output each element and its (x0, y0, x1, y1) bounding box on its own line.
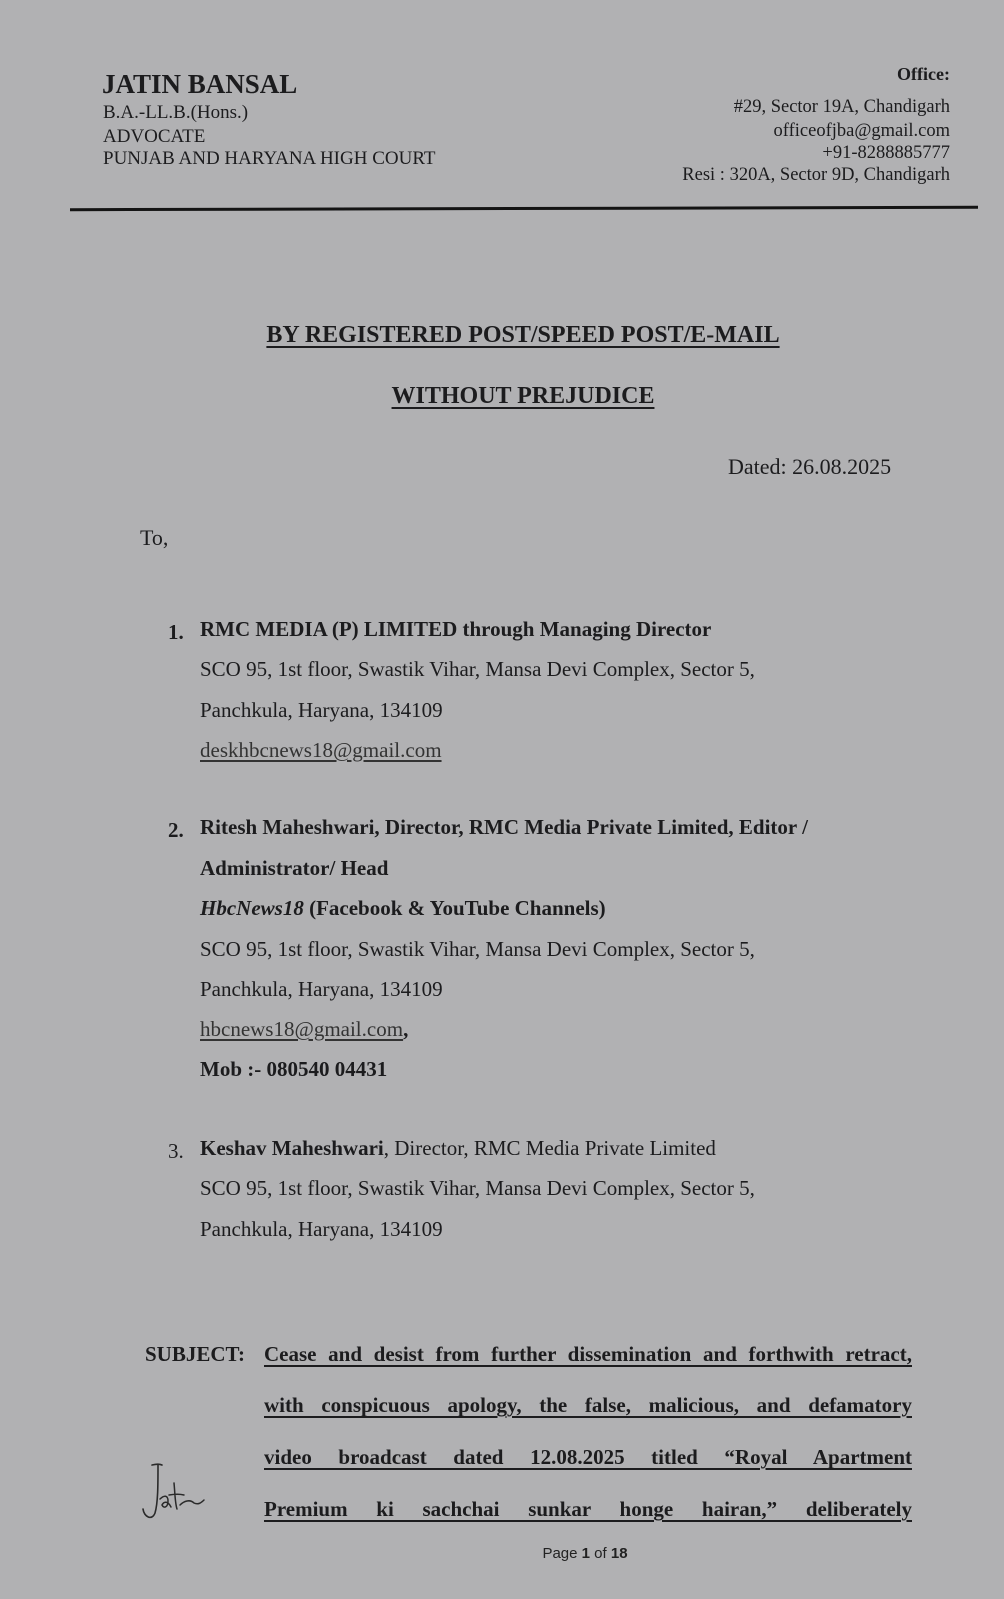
recipient-address-line: SCO 95, 1st floor, Swastik Vihar, Mansa Devi Complex, Sector 5, (200, 1176, 755, 1200)
office-label: Office: (897, 64, 950, 84)
subject-label: SUBJECT: (145, 1342, 245, 1366)
residence-address: Resi : 320A, Sector 9D, Chandigarh (682, 165, 950, 185)
delivery-heading: BY REGISTERED POST/SPEED POST/E-MAIL (266, 322, 780, 348)
total-pages: 18 (610, 1545, 628, 1562)
office-address: #29, Sector 19A, Chandigarh (733, 97, 950, 117)
recipient-email-link[interactable]: deskhbcnews18@gmail.com (200, 738, 442, 762)
recipient-number: 3. (168, 1139, 184, 1163)
current-page: 1 (581, 1545, 590, 1562)
page-indicator (0, 1545, 1004, 1562)
recipient-role: , Director, RMC Media Private Limited (383, 1136, 716, 1160)
channel-name: HbcNews18 (200, 896, 304, 920)
office-phone: +91-8288885777 (822, 143, 950, 163)
subject-line: Premium ki sachchai sunkar honge hairan,” deliberately (264, 1497, 912, 1521)
recipient-address-line: Panchkula, Haryana, 134109 (200, 977, 443, 1001)
recipient-email-link[interactable]: hbcnews18@gmail.com (200, 1017, 404, 1041)
handwritten-signature (138, 1455, 208, 1525)
recipient-title (200, 1136, 716, 1161)
recipient-number: 2. (168, 818, 184, 842)
subject-line: video broadcast dated 12.08.2025 titled “Royal Apartment (264, 1445, 912, 1469)
recipient-address-line: Panchkula, Haryana, 134109 (200, 1217, 443, 1241)
advocate-name: JATIN BANSAL (102, 69, 298, 99)
advocate-designation: ADVOCATE (103, 126, 206, 147)
recipient-channel (200, 896, 606, 921)
letterhead-divider (70, 206, 978, 211)
recipient-email (200, 1017, 408, 1042)
page-of: of (590, 1545, 611, 1562)
subject-line: Cease and desist from further dissemination and forthwith retract, (264, 1342, 912, 1366)
subject-line: with conspicuous apology, the false, malicious, and defamatory (264, 1393, 912, 1417)
salutation: To, (140, 525, 169, 550)
advocate-court: PUNJAB AND HARYANA HIGH COURT (103, 148, 436, 169)
recipient-title: Administrator/ Head (200, 856, 389, 880)
recipient-address-line: Panchkula, Haryana, 134109 (200, 698, 443, 722)
recipient-mobile: Mob :- 080540 04431 (200, 1057, 388, 1081)
office-email: officeofjba@gmail.com (773, 121, 950, 141)
advocate-qualification: B.A.-LL.B.(Hons.) (103, 102, 249, 123)
recipient-address-line: SCO 95, 1st floor, Swastik Vihar, Mansa Devi Complex, Sector 5, (200, 657, 755, 681)
channel-platforms: (Facebook & YouTube Channels) (303, 896, 606, 920)
prejudice-heading: WITHOUT PREJUDICE (391, 383, 655, 409)
letter-date: Dated: 26.08.2025 (728, 454, 892, 479)
email-comma: , (403, 1017, 409, 1041)
recipient-title: Ritesh Maheshwari, Director, RMC Media Private Limited, Editor / (200, 815, 808, 839)
recipient-name: Keshav Maheshwari (200, 1136, 384, 1160)
recipient-number: 1. (168, 620, 184, 644)
recipient-address-line: SCO 95, 1st floor, Swastik Vihar, Mansa Devi Complex, Sector 5, (200, 937, 755, 961)
page-prefix: Page (542, 1545, 582, 1562)
recipient-title: RMC MEDIA (P) LIMITED through Managing Director (200, 617, 712, 641)
